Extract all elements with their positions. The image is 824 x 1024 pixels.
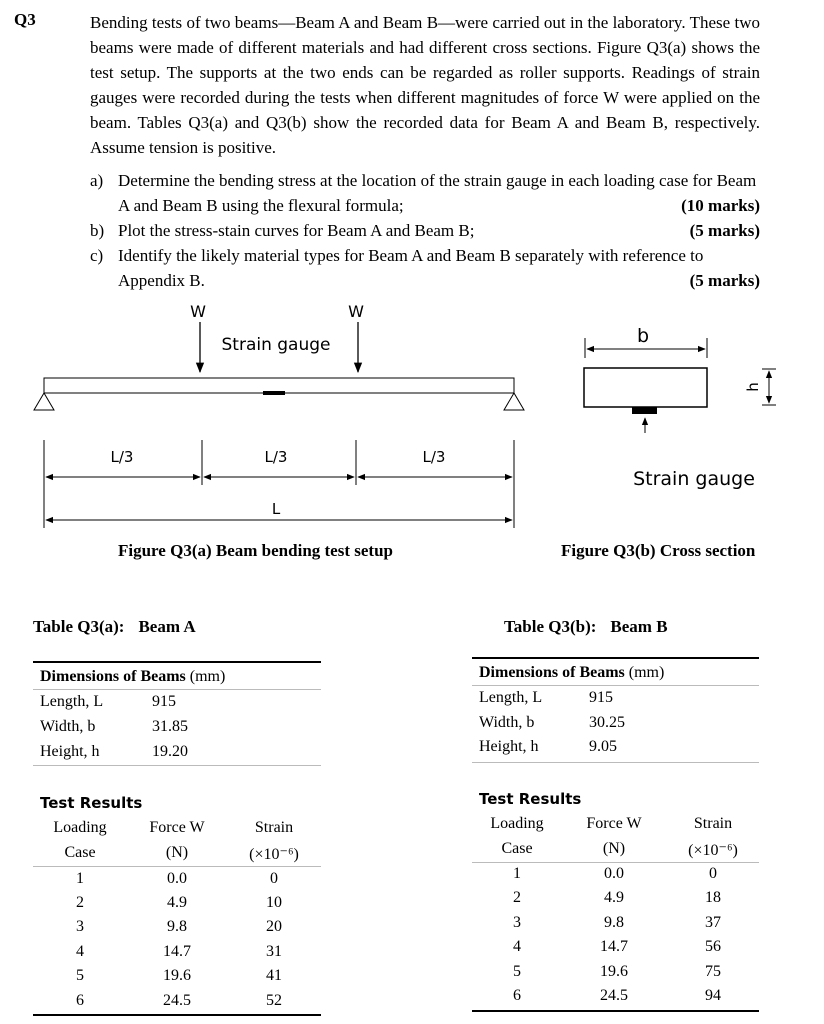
force-value: 24.5: [163, 992, 191, 1009]
figure-b-caption: Figure Q3(b) Cross section: [561, 541, 756, 560]
dims-header: [40, 668, 225, 686]
col-header-force: Force W: [149, 819, 205, 836]
dim-value: 915: [589, 689, 613, 706]
results-header: Test Results: [479, 790, 582, 808]
gauge-label: Strain gauge: [221, 335, 331, 355]
part-text: Plot the stress-stain curves for Beam A and Beam B;: [118, 221, 475, 240]
part-marks: (5 marks): [689, 221, 760, 240]
loading-case: 2: [76, 894, 84, 911]
strain-value: 20: [266, 918, 282, 935]
table-b-title: [504, 617, 668, 637]
loading-case: 3: [76, 918, 84, 935]
force-value: 9.8: [167, 918, 187, 935]
loading-case: 1: [76, 870, 84, 887]
force-value: 19.6: [163, 967, 191, 984]
dims-header-unit: (mm): [628, 664, 665, 681]
force-value: 19.6: [600, 963, 628, 980]
cross-section-diagram: [560, 310, 800, 500]
question-part-c: [90, 243, 760, 293]
col-header-strain-unit: (×10⁻⁶): [249, 846, 299, 863]
segment-label-1: L/3: [110, 448, 134, 466]
dim-value: 915: [152, 693, 176, 710]
results-header: Test Results: [40, 794, 143, 812]
table-rule: [33, 765, 321, 766]
col-header-strain-unit: (×10⁻⁶): [688, 842, 738, 859]
table-rule: [472, 762, 759, 763]
dims-header-label: Dimensions of Beams: [479, 664, 625, 681]
part-letter: a): [90, 171, 104, 190]
col-header-force-unit: (N): [165, 844, 189, 861]
table-rule: [472, 657, 759, 659]
force-value: 24.5: [600, 987, 628, 1004]
loading-case: 5: [513, 963, 521, 980]
force-value: 14.7: [163, 943, 191, 960]
question-number: Q3: [14, 10, 36, 29]
table-beam: Beam A: [138, 617, 196, 636]
dim-label: Width, b: [40, 718, 96, 735]
part-letter: b): [90, 221, 105, 240]
table-rule: [33, 866, 321, 867]
table-title: Table Q3(a):: [33, 617, 125, 636]
force-value: 9.8: [604, 914, 624, 931]
loading-case: 4: [513, 938, 521, 955]
strain-value: 56: [705, 938, 721, 955]
dim-label: Length, L: [40, 693, 104, 710]
strain-value: 94: [705, 987, 721, 1004]
dims-header-label: Dimensions of Beams: [40, 668, 186, 685]
dim-value: 31.85: [152, 718, 188, 735]
loading-case: 1: [513, 865, 521, 882]
dim-value: 9.05: [589, 738, 617, 755]
figure-a-caption: Figure Q3(a) Beam bending test setup: [118, 541, 393, 560]
part-text: Determine the bending stress at the location of the strain gauge in each loading case for Beam A and Beam B using the flexural formula;: [118, 171, 757, 215]
total-length-label: L: [271, 500, 281, 518]
table-beam: Beam B: [610, 617, 668, 636]
loading-case: 4: [76, 943, 84, 960]
height-label: h: [744, 382, 762, 392]
table-rule: [472, 685, 759, 686]
force-value: 4.9: [604, 889, 624, 906]
part-marks: (5 marks): [689, 271, 760, 290]
dims-header: [479, 664, 664, 682]
col-header-force: Force W: [586, 815, 642, 832]
strain-gauge: [263, 391, 285, 395]
beam-setup-diagram: [0, 290, 545, 535]
question-part-a: [90, 168, 760, 218]
table-title: Table Q3(b):: [504, 617, 597, 636]
part-marks: (10 marks): [681, 196, 760, 215]
col-header-loading: Loading: [53, 819, 107, 836]
question-intro: Bending tests of two beams—Beam A and Beam B—were carried out in the laboratory. These two beams were made of different materials and had different cross sections. Figure Q3(a) shows the test setup. The supports at the two ends can be regarded as roller supports. Readings of strain gauges were recorded during the tests when different magnitudes of force W were applied on the beam. Tables Q3(a) and Q3(b) show the recorded data for Beam A and Beam B, respectively. Assume tension is positive.: [90, 13, 760, 157]
dims-header-unit: (mm): [189, 668, 226, 685]
dim-value: 19.20: [152, 743, 188, 760]
strain-value: 31: [266, 943, 282, 960]
part-text: Identify the likely material types for Beam A and Beam B separately with reference to Appendix B.: [118, 246, 704, 290]
force-value: 0.0: [604, 865, 624, 882]
segment-label-2: L/3: [264, 448, 288, 466]
dim-label: Length, L: [479, 689, 543, 706]
col-header-loading: Loading: [490, 815, 544, 832]
loading-case: 6: [513, 987, 521, 1004]
strain-value: 37: [705, 914, 721, 931]
load-label-1: W: [190, 302, 206, 321]
strain-value: 41: [266, 967, 282, 984]
loading-case: 5: [76, 967, 84, 984]
load-label-2: W: [348, 302, 364, 321]
strain-value: 52: [266, 992, 282, 1009]
dim-value: 30.25: [589, 714, 625, 731]
table-rule: [472, 1010, 759, 1012]
table-rule: [472, 862, 759, 863]
width-label: b: [636, 325, 650, 347]
loading-case: 2: [513, 889, 521, 906]
question-part-b: [90, 218, 760, 243]
left-support: [34, 393, 54, 410]
col-header-strain: Strain: [693, 815, 733, 832]
segment-label-3: L/3: [422, 448, 446, 466]
strain-value: 18: [705, 889, 721, 906]
table-a-title: [33, 617, 196, 637]
strain-gauge: [632, 407, 657, 414]
force-value: 0.0: [167, 870, 187, 887]
cross-section: [584, 368, 707, 407]
col-header-case: Case: [501, 840, 533, 857]
col-header-force-unit: (N): [602, 840, 626, 857]
force-value: 14.7: [600, 938, 628, 955]
part-letter: c): [90, 246, 104, 265]
dim-label: Height, h: [40, 743, 100, 760]
table-rule: [33, 1014, 321, 1016]
loading-case: 3: [513, 914, 521, 931]
strain-value: 0: [709, 865, 717, 882]
table-rule: [33, 689, 321, 690]
force-value: 4.9: [167, 894, 187, 911]
strain-value: 75: [705, 963, 721, 980]
dim-label: Width, b: [479, 714, 535, 731]
strain-value: 0: [270, 870, 278, 887]
col-header-case: Case: [64, 844, 96, 861]
right-support: [504, 393, 524, 410]
strain-value: 10: [266, 894, 282, 911]
table-rule: [33, 661, 321, 663]
col-header-strain: Strain: [254, 819, 294, 836]
beam: [44, 378, 514, 393]
loading-case: 6: [76, 992, 84, 1009]
gauge-label: Strain gauge: [633, 468, 755, 490]
dim-label: Height, h: [479, 738, 539, 755]
question-parts: [90, 168, 760, 293]
